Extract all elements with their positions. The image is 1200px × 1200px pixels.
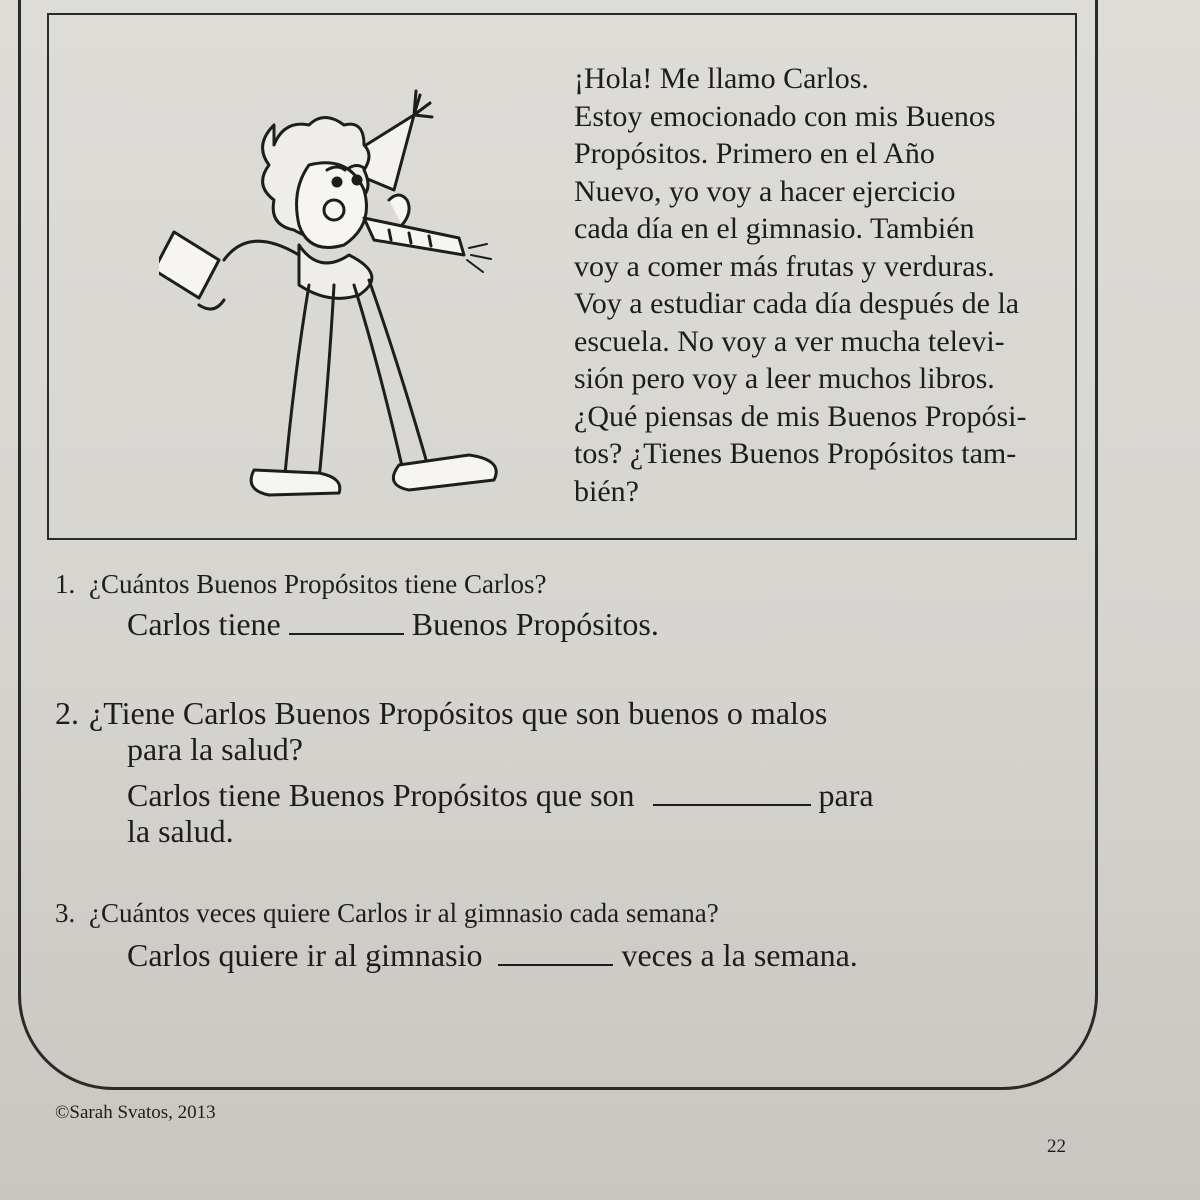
- answer-text: Carlos quiere ir al gimnasio: [127, 937, 483, 973]
- answer-1: [127, 605, 659, 642]
- answer-2: [127, 776, 874, 813]
- question-number: 2.: [55, 695, 79, 731]
- question-2: [55, 695, 827, 731]
- question-number: 1.: [55, 569, 76, 599]
- question-2-continued: para la salud?: [127, 731, 303, 767]
- page-number: 22: [1047, 1136, 1066, 1157]
- story-paragraph: ¡Hola! Me llamo Carlos. Estoy emocionado con mis Buenos Propósitos. Primero en el Año Nuevo, yo voy a hacer ejercicio cada día en el gimnasio. También voy a comer más frutas y verduras. Voy a estudiar cada día después de la escuela. No voy a ver mucha televi- sión pero voy a leer muchos libros. ¿Qué piensas de mis Buenos Propósi- tos? ¿Tienes Buenos Propósitos tam- bién?: [574, 62, 1027, 508]
- answer-text: veces a la semana.: [621, 937, 858, 973]
- story-box: [47, 13, 1077, 540]
- answer-text: para: [818, 777, 874, 813]
- boy-with-party-hat-and-horn: [159, 70, 519, 500]
- answer-blank[interactable]: [498, 936, 613, 966]
- answer-3: [127, 936, 858, 973]
- answer-blank[interactable]: [289, 605, 404, 635]
- question-text: ¿Cuántos Buenos Propósitos tiene Carlos?: [89, 569, 547, 599]
- answer-text: Carlos tiene Buenos Propósitos que son: [127, 777, 635, 813]
- answer-blank[interactable]: [653, 776, 811, 806]
- answer-text: Buenos Propósitos.: [411, 606, 659, 642]
- answer-text: Carlos tiene: [127, 606, 281, 642]
- question-number: 3.: [55, 898, 76, 928]
- question-3: [55, 897, 719, 929]
- answer-2-continued: la salud.: [127, 813, 234, 849]
- copyright: ©Sarah Svatos, 2013: [55, 1102, 216, 1123]
- question-text: ¿Tiene Carlos Buenos Propósitos que son buenos o malos: [89, 695, 828, 731]
- question-1: [55, 568, 546, 600]
- question-text: ¿Cuántos veces quiere Carlos ir al gimnasio cada semana?: [89, 898, 719, 928]
